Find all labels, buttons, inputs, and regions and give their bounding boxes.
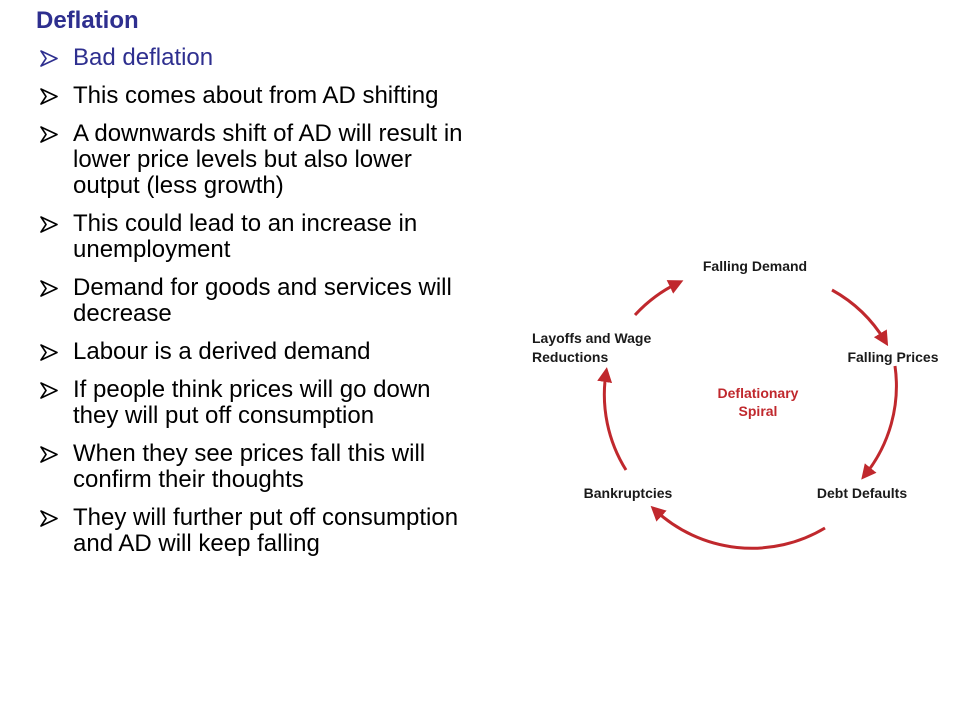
arrowhead-bullet-icon [40,216,58,233]
node-falling-prices: Falling Prices [847,349,939,365]
arrowhead-bullet-icon [40,510,58,527]
arrowhead-bullet-icon [40,344,58,361]
bullet-line: When they see prices fall this will [73,440,426,467]
slide-title: Deflation [36,7,139,34]
bullet-line: This comes about from AD shifting [73,82,439,109]
arc-defaults-to-bankruptcies [655,510,825,548]
bullet-item [40,45,600,71]
arrowhead-bullet-icon [40,280,58,297]
bullet-line: they will put off consumption [73,402,375,429]
bullet-item [40,505,600,557]
center-label-line2: Spiral [738,403,778,419]
bullet-line: This could lead to an increase in [73,210,418,237]
bullet-line: Demand for goods and services will [73,274,452,301]
bullet-item [40,339,600,365]
arrowhead-bullet-icon [40,88,58,105]
arc-prices-to-defaults [865,366,896,475]
bullet-line: Bad deflation [73,44,214,71]
bullet-line: output (less growth) [73,172,284,199]
deflationary-spiral-diagram [520,238,960,578]
bullet-line: unemployment [73,236,231,263]
arrowhead-bullet-icon [40,50,58,67]
bullet-line: confirm their thoughts [73,466,304,493]
bullet-item [40,121,600,199]
arc-layoffs-to-demand [635,283,678,315]
bullet-item [40,377,600,429]
node-falling-demand: Falling Demand [702,258,808,274]
center-label-line1: Deflationary [717,385,799,401]
node-bankruptcies: Bankruptcies [583,485,673,501]
bullet-item [40,83,600,109]
arrowhead-bullet-icon [40,446,58,463]
bullet-item [40,441,600,493]
arrowhead-bullet-icon [40,126,58,143]
bullet-item [40,211,600,263]
bullet-list [40,45,600,569]
bullet-line: If people think prices will go down [73,376,431,403]
bullet-line: A downwards shift of AD will result in [73,120,463,147]
bullet-line: They will further put off consumption [73,504,459,531]
bullet-line: lower price levels but also lower [73,146,412,173]
arc-bankruptcies-to-layoffs [604,373,626,470]
bullet-item [40,275,600,327]
bullet-line: Labour is a derived demand [73,338,371,365]
bullet-line: and AD will keep falling [73,530,320,557]
bullet-line: decrease [73,300,172,327]
node-debt-defaults: Debt Defaults [816,485,908,501]
arc-demand-to-prices [832,290,885,341]
node-layoffs-line2: Reductions [532,349,609,365]
node-layoffs-line1: Layoffs and Wage [532,330,652,346]
arrowhead-bullet-icon [40,382,58,399]
